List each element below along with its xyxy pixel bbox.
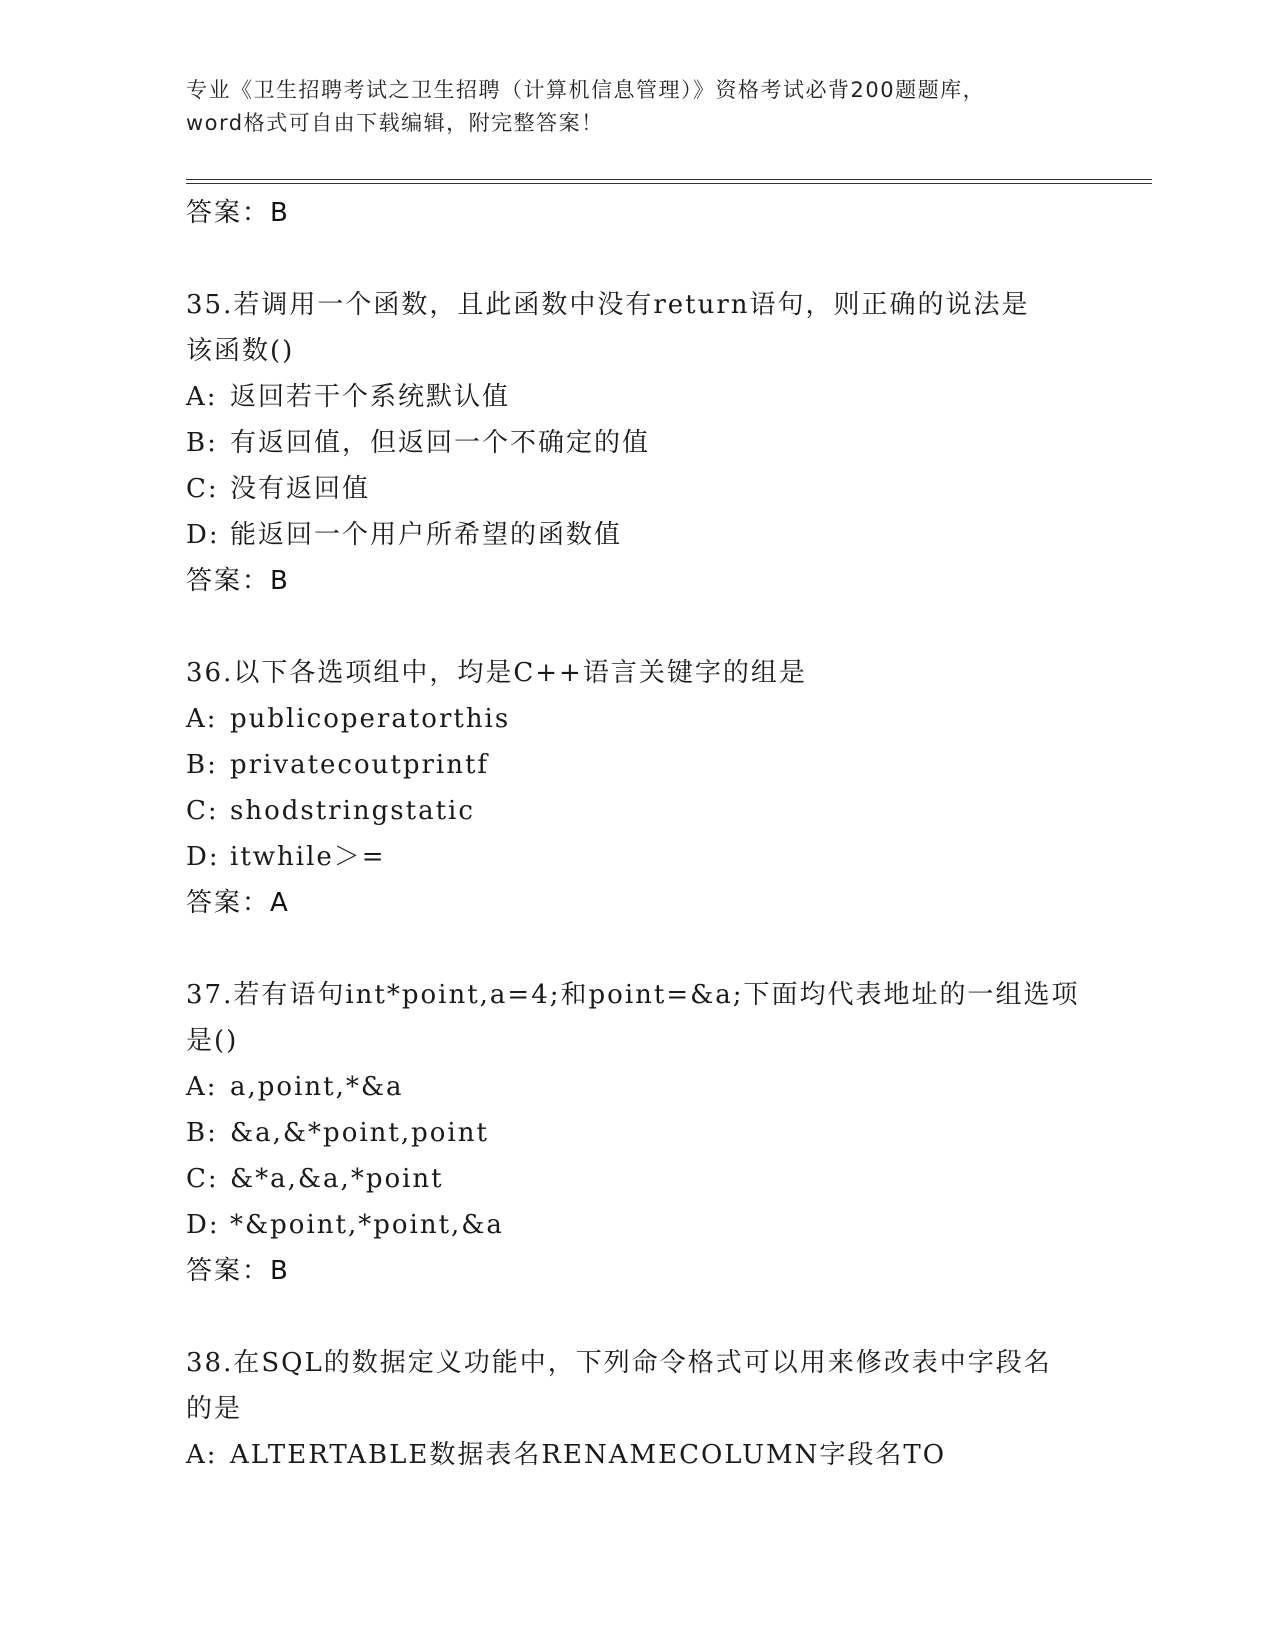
option-d (186, 512, 1086, 558)
spacer (186, 236, 1086, 282)
option-label: A: (186, 382, 218, 412)
header-line-1: 专业《卫生招聘考试之卫生招聘（计算机信息管理）》资格考试必背200题题库， (186, 78, 986, 102)
option-c (186, 788, 1086, 834)
option-a (186, 1064, 1086, 1110)
question-stem: 38.在SQL的数据定义功能中，下列命令格式可以用来修改表中字段名 (186, 1348, 1052, 1378)
option-text: ALTERTABLE数据表名RENAMECOLUMN字段名TO (230, 1440, 947, 1470)
option-text: 没有返回值 (230, 474, 371, 504)
option-text: &a,&*point,point (230, 1118, 489, 1148)
option-text: a,point,*&a (230, 1072, 404, 1102)
option-d (186, 1202, 1086, 1248)
question-stem-continued: 的是 (186, 1394, 243, 1424)
answer-line: 答案：B (186, 198, 290, 228)
question-stem-continued: 是() (186, 1026, 239, 1056)
option-text: publicoperatorthis (230, 704, 511, 734)
answer-line: 答案：A (186, 888, 290, 918)
option-text: &*a,&a,*point (230, 1164, 444, 1194)
option-label: D: (186, 842, 220, 872)
option-text: privatecoutprintf (230, 750, 490, 780)
page-header (186, 74, 1056, 140)
question-38 (186, 1340, 1086, 1478)
option-text: 返回若干个系统默认值 (230, 382, 511, 412)
option-a (186, 374, 1086, 420)
question-stem: 36.以下各选项组中，均是C++语言关键字的组是 (186, 658, 807, 688)
option-text: shodstringstatic (230, 796, 475, 826)
answer-line: 答案：B (186, 566, 290, 596)
option-a (186, 1432, 1086, 1478)
option-label: C: (186, 474, 219, 504)
option-label: A: (186, 1440, 218, 1470)
question-35 (186, 282, 1086, 604)
question-36 (186, 650, 1086, 926)
spacer (186, 926, 1086, 972)
option-d (186, 834, 1086, 880)
option-label: D: (186, 1210, 220, 1240)
option-b (186, 742, 1086, 788)
header-divider (186, 179, 1152, 184)
option-label: B: (186, 1118, 218, 1148)
spacer (186, 1294, 1086, 1340)
question-37 (186, 972, 1086, 1294)
option-c (186, 1156, 1086, 1202)
option-a (186, 696, 1086, 742)
header-line-2: word格式可自由下载编辑，附完整答案！ (186, 111, 604, 135)
option-b (186, 1110, 1086, 1156)
option-text: itwhile＞= (230, 842, 386, 872)
option-label: C: (186, 1164, 219, 1194)
question-stem: 37.若有语句int*point,a=4;和point=&a;下面均代表地址的一组选项 (186, 980, 1080, 1010)
option-c (186, 466, 1086, 512)
option-label: C: (186, 796, 219, 826)
document-page (186, 0, 1146, 1650)
option-label: A: (186, 704, 218, 734)
question-stem-continued: 该函数() (186, 336, 295, 366)
spacer (186, 604, 1086, 650)
question-stem: 35.若调用一个函数，且此函数中没有return语句，则正确的说法是 (186, 290, 1030, 320)
option-text: 有返回值，但返回一个不确定的值 (230, 428, 651, 458)
option-text: *&point,*point,&a (230, 1210, 504, 1240)
answer-line: 答案：B (186, 1256, 290, 1286)
option-text: 能返回一个用户所希望的函数值 (230, 520, 623, 550)
option-label: B: (186, 750, 218, 780)
option-label: B: (186, 428, 218, 458)
option-b (186, 420, 1086, 466)
question-list (186, 190, 1086, 1478)
option-label: A: (186, 1072, 218, 1102)
option-label: D: (186, 520, 220, 550)
